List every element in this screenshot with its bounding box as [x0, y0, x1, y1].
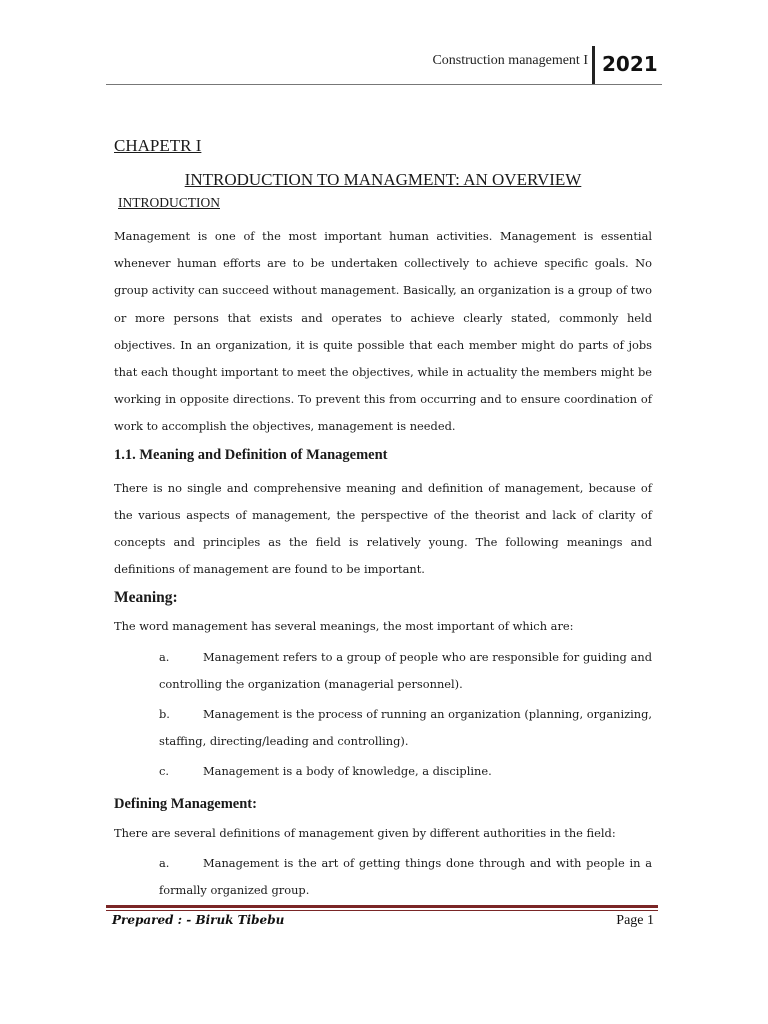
list-item-label: a.: [159, 855, 170, 870]
header-title: Construction management I: [432, 53, 588, 68]
footer-rule-thin: [106, 910, 658, 911]
header-year: 2021: [602, 52, 658, 76]
list-item-text: Management is the process of running an organization (planning, organizing, staffing, directing/leading and controlling).: [159, 707, 652, 749]
header-divider: [592, 46, 595, 85]
page-content: [114, 136, 652, 904]
introduction-heading: INTRODUCTION: [118, 195, 220, 210]
section-1-1-heading: 1.1. Meaning and Definition of Management: [114, 446, 388, 463]
list-item-text: Management is the art of getting things done through and with people in a formally organized group.: [159, 855, 652, 898]
list-item-text: Management is a body of knowledge, a discipline.: [203, 764, 492, 779]
defining-intro: There are several definitions of management given by different authorities in the field:: [114, 825, 616, 840]
meaning-heading: Meaning:: [114, 589, 178, 607]
list-item: [159, 644, 652, 698]
header-rule: [106, 84, 662, 85]
list-item-text: Management refers to a group of people who are responsible for guiding and controlling the organization (managerial personnel).: [159, 649, 652, 691]
page-number: Page 1: [616, 913, 654, 928]
chapter-heading: CHAPETR I: [114, 136, 202, 155]
list-item-label: a.: [159, 649, 170, 664]
list-item-label: c.: [159, 764, 170, 779]
list-item: [159, 850, 652, 904]
list-item-label: b.: [159, 707, 170, 722]
section-1-1-paragraph: There is no single and comprehensive meaning and definition of management, because of the various aspects of management, the perspective of the theorist and lack of clarity of concepts and principles as the field is relatively young. The following meanings and definitions of management are found to be important.: [114, 480, 652, 577]
footer-rule-thick: [106, 905, 658, 908]
page-header: [106, 44, 662, 84]
footer-author: Prepared : - Biruk Tibebu: [112, 913, 285, 927]
defining-heading: Defining Management:: [114, 795, 257, 812]
chapter-title: INTRODUCTION TO MANAGMENT: AN OVERVIEW: [184, 170, 582, 189]
meaning-intro: The word management has several meanings, the most important of which are:: [114, 619, 574, 634]
list-item: [159, 701, 652, 755]
list-item: [159, 758, 652, 785]
introduction-paragraph: Management is one of the most important human activities. Management is essential whenever human efforts are to be undertaken collectively to achieve specific goals. No group activity can succeed without management. Basically, an organization is a group of two or more persons that exists and operates to achieve clearly stated, commonly held objectives. In an organization, it is quite possible that each member might do parts of jobs that each thought important to meet the objectives, while in actuality the members might be working in opposite directions. To prevent this from occurring and to ensure coordination of work to accomplish the objectives, management is needed.: [114, 229, 652, 434]
